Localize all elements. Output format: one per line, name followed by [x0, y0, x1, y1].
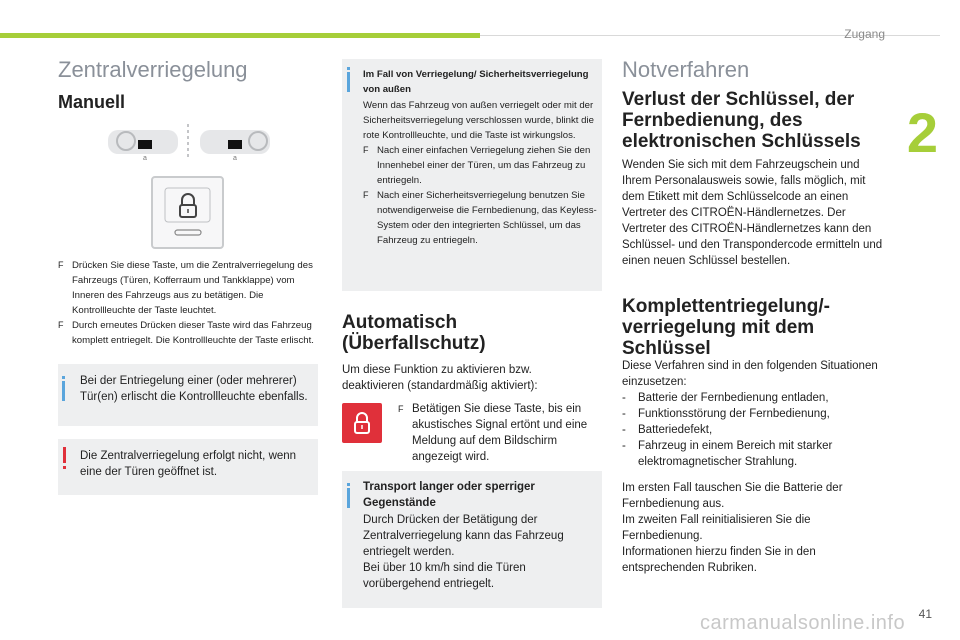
dashboard-illustration — [108, 122, 278, 162]
watermark: carmanualsonline.info — [700, 612, 906, 634]
warning-icon-dot — [63, 466, 66, 469]
list-item: F Nach einer Sicherheitsverriegelung benutzen Sie notwendigerweise die Fernbedienung, das Keyless-System oder den integrierten Schlüssel, um das Fahrzeug zu entriegeln. — [363, 190, 597, 246]
list-item: F Nach einer einfachen Verriegelung ziehen Sie den Innenhebel einer der Türen, um das Fahrzeug zu entriegeln. — [363, 145, 591, 186]
svg-text:a: a — [143, 155, 147, 162]
top-accent-bar — [0, 33, 480, 38]
manual-bullets — [58, 258, 320, 348]
svg-text:a: a — [233, 155, 237, 162]
external-lock-title: Im Fall von Verriegelung/ Sicherheitsverriegelung von außen — [363, 69, 589, 95]
external-lock-content — [363, 98, 599, 248]
list-item: - Fahrzeug in einem Bereich mit starker elektromagnetischer Strahlung. — [622, 440, 833, 468]
external-lock-text: Wenn das Fahrzeug von außen verriegelt oder mit der Sicherheitsverriegelung verschlossen wurde, blinkt die rote Kontrollleuchte, und die Taste ist wirkungslos. — [363, 100, 594, 141]
list-item: - Batteriedefekt, — [622, 424, 713, 436]
complete-outro: Im ersten Fall tauschen Sie die Batterie der Fernbedienung aus. Im zweiten Fall reinitialisieren Sie die Fernbedienung. Informationen hierzu finden Sie in den entsprechenden Rubriken. — [622, 482, 843, 574]
list-item: F Durch erneutes Drücken dieser Taste wird das Fahrzeug komplett entriegelt. Die Kontrollleuchte der Taste erlischt. — [58, 320, 314, 346]
list-item: - Funktionsstörung der Fernbedienung, — [622, 408, 830, 420]
manual-heading: Manuell — [58, 92, 126, 112]
page-title: Zentralverriegelung — [58, 57, 248, 82]
page-number: 41 — [918, 607, 932, 621]
info-icon — [62, 381, 65, 401]
flag-bullet-icon: F — [363, 145, 369, 155]
lock-button-illustration — [151, 176, 224, 249]
complete-list — [622, 390, 884, 470]
list-item: F Betätigen Sie diese Taste, bis ein akustisches Signal ertönt und eine Meldung auf dem Bildschirm angezeigt wird. — [398, 403, 588, 463]
section-name: Zugang — [844, 27, 885, 41]
flag-bullet-icon: F — [363, 190, 369, 200]
lock-button-icon — [342, 403, 382, 443]
lost-text: Wenden Sie sich mit dem Fahrzeugschein und Ihrem Personalausweis sowie, falls möglich, mit dem Etikett mit dem Schlüsselcode an einen Vertreter des CITROËN-Händlernetzes. Der Vertreter des CITROËN-Händlernetzes kann den Schlüssel- und den Transpondercode ermitteln und einen neuen Schlüssel bestellen. — [622, 159, 883, 267]
transport-text: Durch Drücken der Betätigung der Zentralverriegelung kann das Fahrzeug entriegelt werden. Bei über 10 km/h sind die Türen vorübergehend entriegelt. — [363, 514, 564, 590]
info-box-text: Bei der Entriegelung einer (oder mehrerer) Tür(en) erlischt die Kontrollleuchte ebenfalls. — [80, 375, 308, 403]
warning-box-text: Die Zentralverriegelung erfolgt nicht, wenn eine der Türen geöffnet ist. — [80, 450, 297, 478]
warning-icon — [63, 447, 66, 463]
auto-heading: Automatisch (Überfallschutz) — [342, 312, 486, 354]
emergency-title: Notverfahren — [622, 57, 750, 82]
flag-bullet-icon: F — [58, 320, 64, 330]
list-item: - Batterie der Fernbedienung entladen, — [622, 392, 829, 404]
info-icon — [347, 488, 350, 508]
flag-bullet-icon: F — [398, 404, 404, 414]
list-item: F Drücken Sie diese Taste, um die Zentralverriegelung des Fahrzeugs (Türen, Kofferraum und Tankklappe) vom Inneren des Fahrzeugs aus zu betätigen. Die Kontrollleuchte der Taste leuchtet. — [58, 260, 313, 316]
auto-text: Um diese Funktion zu aktivieren bzw. deaktivieren (standardmäßig aktiviert): — [342, 364, 538, 392]
lock-button-icon — [153, 178, 222, 247]
transport-title: Transport langer oder sperriger Gegenstände — [363, 481, 535, 509]
info-icon — [347, 72, 350, 92]
lost-heading: Verlust der Schlüssel, der Fernbedienung, des elektronischen Schlüssels — [622, 89, 861, 152]
chapter-number: 2 — [906, 101, 938, 164]
complete-intro: Diese Verfahren sind in den folgenden Situationen einzusetzen: — [622, 360, 878, 388]
flag-bullet-icon: F — [58, 260, 64, 270]
complete-heading: Komplettentriegelung/-verriegelung mit dem Schlüssel — [622, 296, 830, 359]
auto-bullet — [398, 401, 600, 465]
